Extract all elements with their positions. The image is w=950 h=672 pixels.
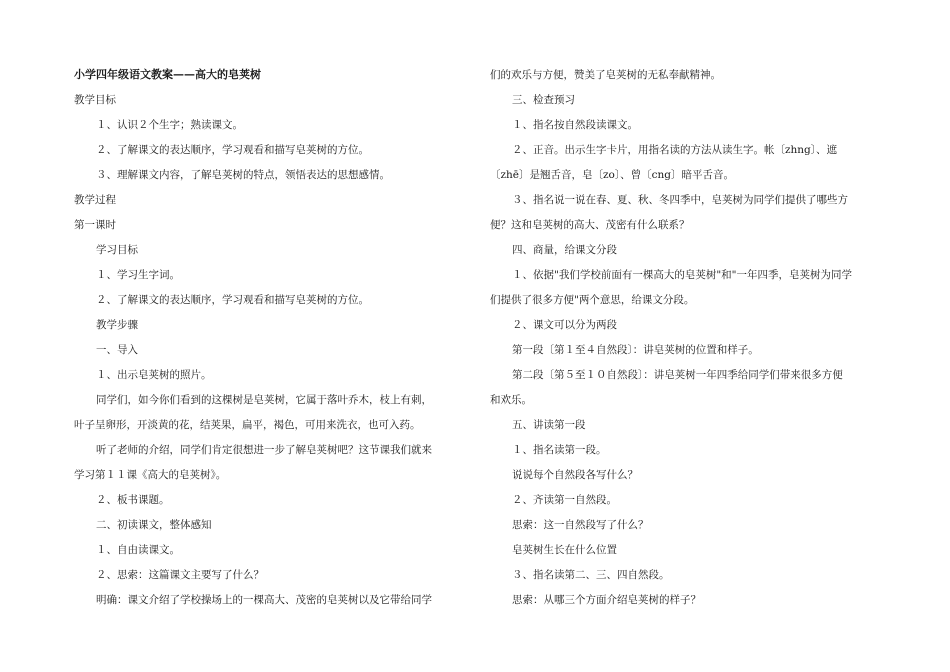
text-line: 便？这和皂荚树的高大、茂密有什么联系？	[490, 219, 690, 231]
text-line: 们提供了很多方便"两个意思，给课文分段。	[490, 294, 695, 306]
text-line: 说说每个自然段各写什么？	[512, 469, 638, 481]
text-line: ２、思索：这篇课文主要写了什么？	[96, 569, 264, 581]
text-line: 教学目标	[74, 94, 116, 106]
text-line: １、学习生字词。	[96, 269, 180, 281]
text-line: 学习第１１课《高大的皂荚树》。	[74, 469, 227, 481]
document-title: 小学四年级语文教案——高大的皂荚树	[74, 68, 261, 81]
text-line: １、指名按自然段读课文。	[512, 119, 638, 131]
text-line: 皂荚树生长在什么位置	[512, 544, 617, 556]
text-line: ２、板书课题。	[96, 494, 170, 506]
text-line: ３、指名读第二、三、四自然段。	[512, 569, 670, 581]
text-line: １、指名读第一段。	[512, 444, 607, 456]
text-line: ３、理解课文内容，了解皂荚树的特点，领悟表达的思想感情。	[96, 169, 390, 181]
text-line: 第一段〔第１至４自然段〕：讲皂荚树的位置和样子。	[512, 344, 759, 356]
text-line: 教学过程	[74, 194, 116, 206]
text-line: ２、正音。出示生字卡片，用指名读的方法从读生字。帐〔zhng〕、遮	[512, 144, 838, 156]
text-line: 三、检查预习	[512, 94, 575, 106]
text-line: 们的欢乐与方便，赞美了皂荚树的无私奉献精神。	[490, 69, 721, 81]
text-line: 同学们，如今你们看到的这棵树是皂荚树，它属于落叶乔木，枝上有刺，	[96, 394, 432, 406]
text-line: 一、导入	[96, 344, 138, 356]
text-line: ２、课文可以分为两段	[512, 319, 617, 331]
text-line: 思索：从哪三个方面介绍皂荚树的样子？	[512, 594, 701, 606]
text-line: ２、齐读第一自然段。	[512, 494, 617, 506]
text-line: 听了老师的介绍，同学们肯定很想进一步了解皂荚树吧？这节课我们就来	[96, 444, 432, 456]
text-line: 叶子呈卵形，开淡黄的花，结荚果，扁平，褐色，可用来洗衣，也可入药。	[74, 419, 421, 431]
text-line: ２、了解课文的表达顺序，学习观看和描写皂荚树的方位。	[96, 294, 369, 306]
text-line: 〔zhē〕是翘舌音，皂〔zo〕、曾〔cng〕暗平舌音。	[490, 169, 734, 181]
text-line: 第二段〔第５至１０自然段〕：讲皂荚树一年四季给同学们带来很多方便	[512, 369, 843, 381]
text-line: 第一课时	[74, 219, 116, 231]
text-line: 学习目标	[96, 244, 138, 256]
text-line: 教学步骤	[96, 319, 138, 331]
text-line: ３、指名说一说在春、夏、秋、冬四季中，皂荚树为同学们提供了哪些方	[512, 194, 848, 206]
text-line: 和欢乐。	[490, 394, 532, 406]
text-line: １、自由读课文。	[96, 544, 180, 556]
text-line: １、认识２个生字；熟读课文。	[96, 119, 243, 131]
text-line: 二、初读课文，整体感知	[96, 519, 212, 531]
text-line: 思索：这一自然段写了什么？	[512, 519, 649, 531]
text-line: １、出示皂荚树的照片。	[96, 369, 212, 381]
text-line: 五、讲读第一段	[512, 419, 586, 431]
text-line: 四、商量，给课文分段	[512, 244, 617, 256]
text-line: １、依据"我们学校前面有一棵高大的皂荚树"和"一年四季，皂荚树为同学	[512, 269, 852, 281]
text-line: ２、了解课文的表达顺序，学习观看和描写皂荚树的方位。	[96, 144, 369, 156]
text-line: 明确：课文介绍了学校操场上的一棵高大、茂密的皂荚树以及它带给同学	[96, 594, 432, 606]
